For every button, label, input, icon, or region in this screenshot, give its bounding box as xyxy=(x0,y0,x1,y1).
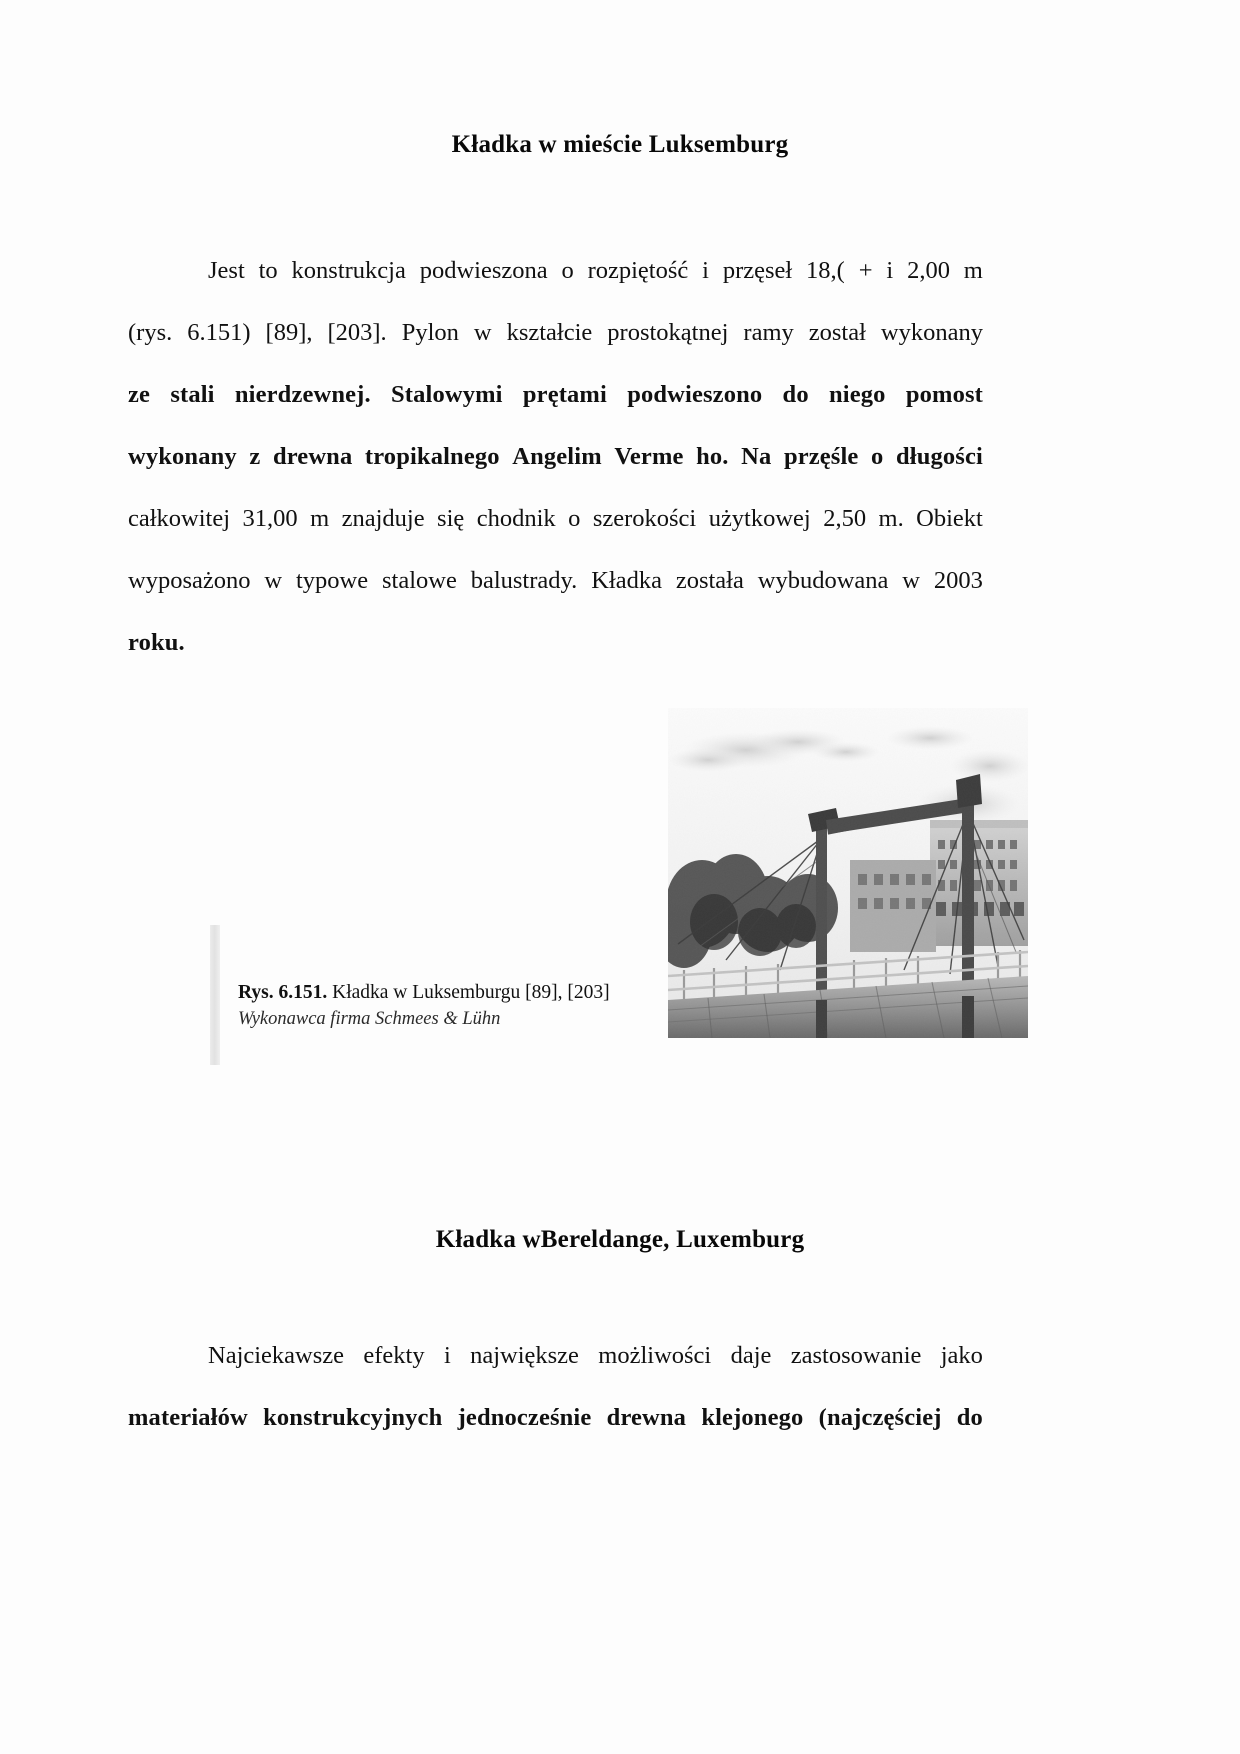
text-word: tropikalnego xyxy=(364,443,500,470)
text-word: wyposażono xyxy=(128,567,251,594)
text-word: i xyxy=(886,257,894,284)
text-word: o xyxy=(871,443,884,470)
text-word: zastosowanie xyxy=(790,1342,922,1369)
section-heading-luksemburg: Kładka w mieście Luksemburg xyxy=(451,131,789,158)
text-word: m. xyxy=(878,505,904,532)
footbridge-photo-svg xyxy=(668,708,1028,1038)
text-word: podwieszono xyxy=(627,381,763,408)
text-word: stalowe xyxy=(381,567,457,594)
text-word: 18,( xyxy=(806,257,845,284)
text-word: użytkowej xyxy=(708,505,811,532)
text-word: klejonego xyxy=(701,1404,804,1431)
figure-caption-number: Rys. 6.151. xyxy=(238,982,328,1003)
figure-block xyxy=(0,690,1240,1110)
text-word: (rys. xyxy=(128,319,173,346)
text-word: niego xyxy=(829,381,886,408)
text-word: znajduje xyxy=(341,505,425,532)
text-word: 2,00 xyxy=(907,257,950,284)
text-word: daje xyxy=(730,1342,772,1369)
text-word: możliwości xyxy=(598,1342,712,1369)
text-line xyxy=(128,426,983,488)
figure-caption-credit: Wykonawca firma Schmees & Lühn xyxy=(238,1009,501,1029)
text-word: prętami xyxy=(522,381,607,408)
text-word: podwieszona xyxy=(419,257,548,284)
text-word: i xyxy=(443,1342,451,1369)
text-word: do xyxy=(956,1404,983,1431)
text-word: + xyxy=(858,257,873,284)
text-word: Kładka xyxy=(591,567,662,594)
text-word: wykonany xyxy=(880,319,983,346)
text-word: ze xyxy=(128,381,151,408)
text-word: Na xyxy=(741,443,772,470)
text-word: Obiekt xyxy=(916,505,983,532)
text-word: o xyxy=(568,505,581,532)
text-word: (najczęściej xyxy=(818,1404,942,1431)
text-word: w xyxy=(902,567,920,594)
text-word: została xyxy=(675,567,744,594)
text-line xyxy=(128,240,983,302)
text-word: jednocześnie xyxy=(457,1404,592,1431)
text-line xyxy=(128,302,983,364)
figure-caption-title: Kładka w Luksemburgu [89], [203] xyxy=(332,982,610,1003)
section-heading-bereldange: Kładka wBereldange, Luxemburg xyxy=(435,1226,805,1253)
text-word: drewna xyxy=(606,1404,687,1431)
scan-artifact-bar xyxy=(210,925,220,1065)
text-word: całkowitej xyxy=(128,505,231,532)
text-word: się xyxy=(437,505,465,532)
text-word: wykonany xyxy=(128,443,237,470)
text-line xyxy=(128,488,983,550)
text-word: [203]. xyxy=(327,319,387,346)
text-word: z xyxy=(249,443,261,470)
text-word: jako xyxy=(940,1342,983,1369)
text-word: długości xyxy=(895,443,983,470)
text-word: największe xyxy=(470,1342,579,1369)
text-word: Najciekawsze xyxy=(208,1342,345,1369)
text-line xyxy=(128,1387,983,1449)
text-word: Pylon xyxy=(401,319,459,346)
text-word: przęseł xyxy=(722,257,793,284)
text-word: konstrukcja xyxy=(291,257,406,284)
text-word: kształcie xyxy=(506,319,593,346)
text-word: chodnik xyxy=(476,505,556,532)
text-word: materiałów xyxy=(128,1404,248,1431)
text-word: Stalowymi xyxy=(391,381,503,408)
text-word: pomost xyxy=(905,381,983,408)
text-line xyxy=(128,550,983,612)
text-word: 31,00 xyxy=(242,505,298,532)
text-word: wybudowana xyxy=(757,567,889,594)
text-word: prostokątnej xyxy=(607,319,729,346)
text-word: nierdzewnej. xyxy=(234,381,371,408)
text-word: Angelim xyxy=(512,443,602,470)
text-word: drewna xyxy=(272,443,353,470)
figure-caption xyxy=(238,980,658,1032)
text-word: Verme xyxy=(614,443,684,470)
text-line: roku. xyxy=(128,629,185,656)
text-word: ho. xyxy=(696,443,729,470)
text-word: 2,50 xyxy=(823,505,867,532)
text-word: przęśle xyxy=(783,443,859,470)
text-word: 2003 xyxy=(933,567,983,594)
text-word: m xyxy=(310,505,330,532)
text-word: typowe xyxy=(295,567,369,594)
text-word: rozpiętość xyxy=(587,257,689,284)
figure-photo-footbridge xyxy=(668,708,1028,1038)
text-word: i xyxy=(702,257,709,284)
text-word: o xyxy=(561,257,574,284)
text-word: balustrady. xyxy=(470,567,578,594)
figure-caption-main xyxy=(238,980,658,1005)
text-word: ramy xyxy=(743,319,794,346)
text-word: został xyxy=(808,319,866,346)
text-word: w xyxy=(264,567,283,594)
text-word: konstrukcyjnych xyxy=(263,1404,443,1431)
text-word: [89], xyxy=(265,319,313,346)
text-word: to xyxy=(258,257,278,284)
text-word: w xyxy=(473,319,492,346)
text-word: m xyxy=(963,257,983,284)
text-word: stali xyxy=(170,381,215,408)
body-paragraph-luksemburg xyxy=(128,240,983,674)
text-word: szerokości xyxy=(592,505,697,532)
text-line xyxy=(128,1325,983,1387)
text-word: 6.151) xyxy=(187,319,251,346)
body-paragraph-bereldange xyxy=(128,1325,983,1449)
text-word: do xyxy=(782,381,809,408)
text-line xyxy=(128,364,983,426)
text-word: Jest xyxy=(208,257,245,284)
text-word: efekty xyxy=(363,1342,425,1369)
